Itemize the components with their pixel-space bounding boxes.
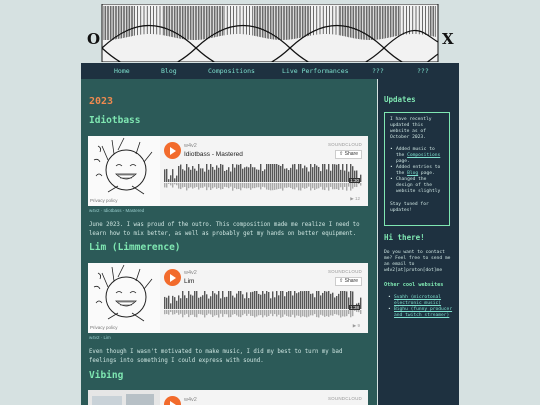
banner-waveform-art <box>84 4 460 62</box>
nav-mystery-2[interactable]: ??? <box>417 67 429 75</box>
cool-websites-heading: Other cool websites <box>384 282 444 288</box>
banner-letter-left: O <box>87 30 101 48</box>
play-count-icon: ▶ <box>350 196 355 201</box>
blog-link[interactable]: Blog <box>407 171 419 176</box>
updates-box <box>384 112 450 226</box>
track-credit[interactable]: w4v2 · Idiotbass - Mastered <box>89 208 145 213</box>
track-artist[interactable]: w4v2 <box>184 143 197 149</box>
cool-websites-list <box>384 295 458 319</box>
update-item: • Changed the design of the website slightly <box>390 177 445 195</box>
cover-art <box>88 390 160 405</box>
nav-blog[interactable]: Blog <box>161 67 177 75</box>
privacy-policy-link[interactable]: Privacy policy <box>90 198 118 203</box>
updates-outro: Stay tuned for updates! <box>390 202 429 213</box>
sidebar <box>378 79 459 405</box>
play-count-icon: ▶ <box>352 323 358 328</box>
play-button[interactable] <box>164 269 181 286</box>
nav-mystery-1[interactable]: ??? <box>372 67 384 75</box>
play-button[interactable] <box>164 142 181 159</box>
updates-heading: Updates <box>384 95 416 104</box>
section-title-lim: Lim (Limmerence) <box>89 242 181 253</box>
year-heading: 2023 <box>89 96 114 107</box>
soundcloud-logo[interactable]: SOUNDCLOUD <box>327 269 362 274</box>
waveform[interactable] <box>164 164 362 192</box>
share-icon: ⇧ <box>339 151 345 157</box>
cool-website-item <box>384 295 458 307</box>
contact-text: Do you want to contact me? Feel free to send me an email to w4v2[at]proton[dot]me <box>384 250 451 273</box>
nav-live-performances[interactable]: Live Performances <box>282 67 349 75</box>
updates-list <box>390 147 445 195</box>
cool-website-item <box>384 307 458 319</box>
hi-heading: Hi there! <box>384 233 425 242</box>
soundcloud-player[interactable] <box>88 263 368 333</box>
track-title[interactable]: Idiotbass - Mastered <box>184 151 243 158</box>
banner-letter-right: X <box>442 30 454 48</box>
track-title[interactable]: Lim <box>184 278 195 285</box>
update-item: • Added entries to the Blog page. <box>390 165 445 177</box>
cover-art <box>88 136 160 206</box>
cover-art <box>88 263 160 333</box>
soundcloud-player[interactable] <box>88 136 368 206</box>
privacy-policy-link[interactable]: Privacy policy <box>90 325 118 330</box>
track-artist[interactable]: w4v2 <box>184 270 197 276</box>
share-button[interactable]: ⇧ Share <box>335 150 362 159</box>
section-title-idiotbass: Idiotbass <box>89 115 141 126</box>
header-banner <box>84 4 460 62</box>
top-nav <box>81 63 459 79</box>
soundcloud-logo[interactable]: SOUNDCLOUD <box>327 142 362 147</box>
share-button[interactable]: ⇧ Share <box>335 277 362 286</box>
share-icon: ⇧ <box>339 278 345 284</box>
update-item: • Added music to the Compositions page. <box>390 147 445 165</box>
updates-intro: I have recently updated this website as of October 2023. <box>390 117 432 140</box>
track-credit[interactable]: w4v2 · Lim <box>89 335 111 340</box>
play-button[interactable] <box>164 396 181 405</box>
track-duration: 1:30 <box>350 178 359 183</box>
track-artist[interactable]: w4v2 <box>184 397 197 403</box>
soundcloud-logo[interactable]: SOUNDCLOUD <box>327 396 362 401</box>
compositions-link[interactable]: Compositions <box>407 153 441 158</box>
soundcloud-player[interactable] <box>88 390 368 405</box>
nav-home[interactable]: Home <box>114 67 130 75</box>
play-count: ▶ 12 <box>350 196 360 201</box>
svahh-link[interactable]: Svahh (microtonal electronic music) <box>394 295 442 306</box>
play-count: ▶ 9 <box>352 323 360 328</box>
section-text-lim: Even though I wasn't motivated to make music, I did my best to turn my bad feelings into something I could express with sound. <box>89 349 343 364</box>
waveform[interactable] <box>164 291 362 319</box>
bighu-link[interactable]: Bighu (funny producer and twitch streamer) <box>394 307 453 318</box>
nav-compositions[interactable]: Compositions <box>208 67 255 75</box>
section-title-vibing: Vibing <box>89 370 124 381</box>
section-text-idiotbass: June 2023. I was proud of the outro. This composition made me realize I need to learn how to mix better, as well as probably get my hands on better equipment. <box>89 222 360 237</box>
track-duration: 1:38 <box>350 305 359 310</box>
main-content <box>81 79 377 405</box>
